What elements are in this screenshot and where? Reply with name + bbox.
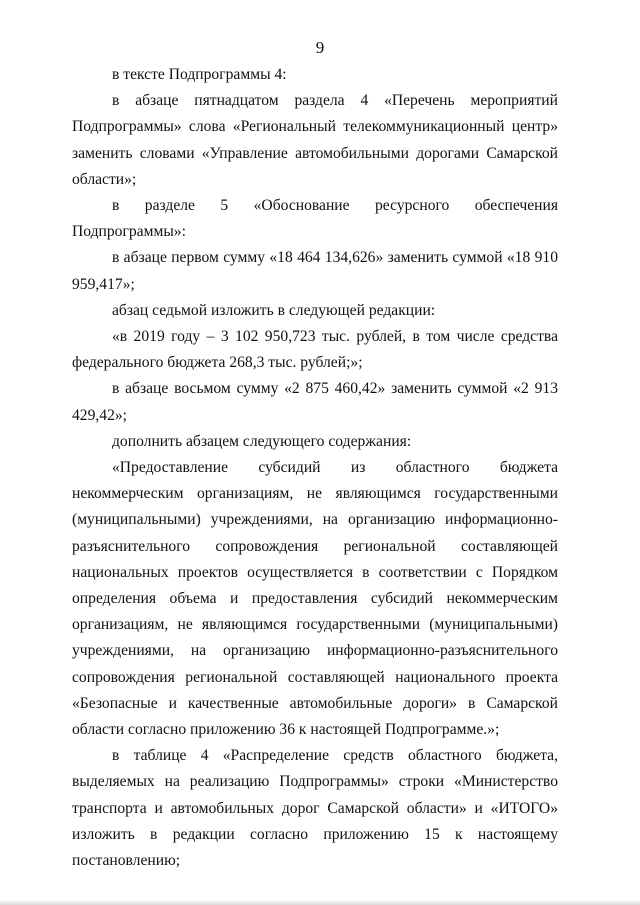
paragraph-section5-intro: в разделе 5 «Обоснование ресурсного обеспечения Подпрограммы»: <box>72 197 558 241</box>
paragraph-add-intro: дополнить абзацем следующего содержания: <box>112 432 412 450</box>
paragraph-first-sum: в абзаце первом сумму «18 464 134,626» заменить суммой «18 910 959,417»; <box>72 249 558 293</box>
paragraph-subsidies: «Предоставление субсидий из областного бюджета некоммерческим организациям, не являющимся государственными (муниципальными) учреждениями, на организацию информационно-разъяснительного сопровождения региональной составляющей национальных проектов осуществляется в соответствии с Порядком определения объема и предоставления субсидий некоммерческим организациям, не являющимся государственными (муниципальными) учреждениями, на организацию информационно-разъяснительного сопровождения региональной составляющей национального проекта «Безопасные и качественные автомобильные дороги» в Самарской области согласно приложению 36 к настоящей Подпрограмме.»; <box>72 459 558 739</box>
page-number: 9 <box>315 38 325 57</box>
paragraph-table4: в таблице 4 «Распределение средств областного бюджета, выделяемых на реализацию Подпрограммы» строки «Министерство транспорта и автомобильных дорог Самарской области» и «ИТОГО» изложить в редакции согласно приложению 15 к настоящему постановлению; <box>72 747 558 870</box>
paragraph-2019-amount: «в 2019 году – 3 102 950,723 тыс. рублей, в том числе средства федерального бюджета 268,3 тыс. рублей;»; <box>72 328 558 372</box>
paragraph-section4-replacement: в абзаце пятнадцатом раздела 4 «Перечень мероприятий Подпрограммы» слова «Региональный телекоммуникационный центр» заменить словами «Управление автомобильными дорогами Самарской области»; <box>72 92 558 188</box>
document-body <box>72 62 558 874</box>
paragraph-subprogram-intro: в тексте Подпрограммы 4: <box>112 66 287 83</box>
paragraph-eighth-sum: в абзаце восьмом сумму «2 875 460,42» заменить суммой «2 913 429,42»; <box>72 380 558 424</box>
page-bottom-edge <box>0 900 640 905</box>
paragraph-seventh-intro: абзац седьмой изложить в следующей редакции: <box>112 301 436 319</box>
